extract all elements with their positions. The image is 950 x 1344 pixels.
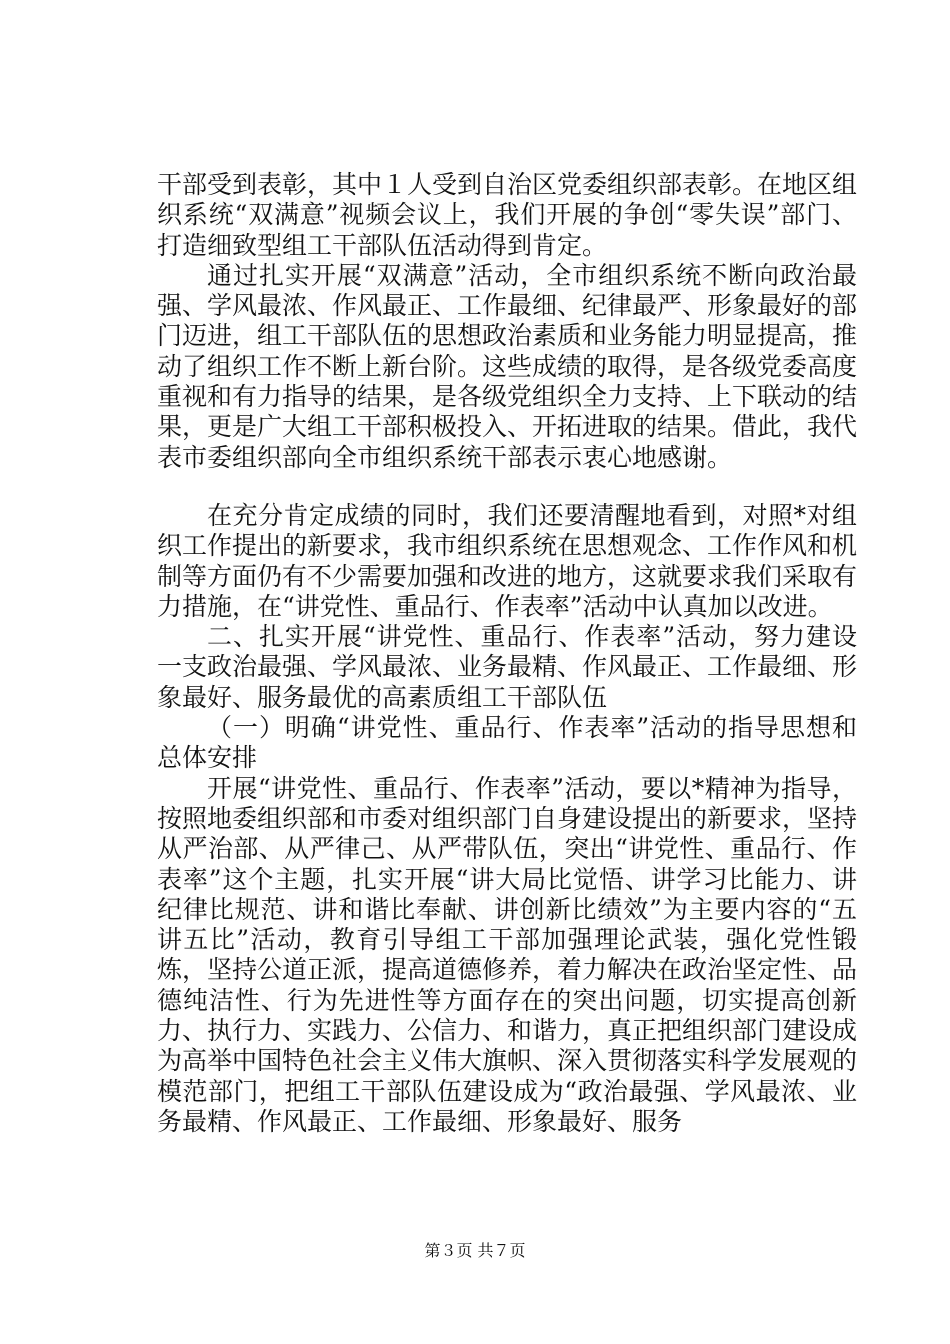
subsection-heading-one: （一）明确“讲党性、重品行、作表率”活动的指导思想和总体安排 — [157, 713, 857, 773]
document-body — [157, 170, 857, 1137]
section-heading-two: 二、扎实开展“讲党性、重品行、作表率”活动，努力建设一支政治最强、学风最浓、业务最精、作风最正、工作最细、形象最好、服务最优的高素质组工干部队伍 — [157, 622, 858, 712]
page-number-footer: 第３页 共７页 — [424, 1241, 526, 1260]
paragraph-continuation: 干部受到表彰，其中１人受到自治区党委组织部表彰。在地区组织系统“双满意”视频会议上，我们开展的争创“零失误”部门、打造细致型组工干部队伍活动得到肯定。 — [157, 170, 858, 260]
paragraph-shortcomings: 在充分肯定成绩的同时，我们还要清醒地看到，对照*对组织工作提出的新要求，我市组织系统在思想观念、工作作风和机制等方面仍有不少需要加强和改进的地方，这就要求我们采取有力措施，在“讲党性、重品行、作表率”活动中认真加以改进。 — [157, 500, 858, 621]
paragraph-guiding-ideology: 开展“讲党性、重品行、作表率”活动，要以*精神为指导，按照地委组织部和市委对组织部门自身建设提出的新要求，坚持从严治部、从严律己、从严带队伍，突出“讲党性、重品行、作表率”这个主题，扎实开展“讲大局比觉悟、讲学习比能力、讲纪律比规范、讲和谐比奉献、讲创新比绩效”为主要内容的“五讲五比”活动，教育引导组工干部加强理论武装，强化党性锻炼，坚持公道正派，提高道德修养，着力解决在政治坚定性、品德纯洁性、行为先进性等方面存在的突出问题，切实提高创新力、执行力、实践力、公信力、和谐力，真正把组织部门建设成为高举中国特色社会主义伟大旗帜、深入贯彻落实科学发展观的模范部门，把组工干部队伍建设成为“政治最强、学风最浓、业务最精、作风最正、工作最细、形象最好、服务 — [157, 773, 858, 1136]
paragraph-achievements: 通过扎实开展“双满意”活动，全市组织系统不断向政治最强、学风最浓、作风最正、工作最细、纪律最严、形象最好的部门迈进，组工干部队伍的思想政治素质和业务能力明显提高，推动了组织工作不断上新台阶。这些成绩的取得，是各级党委高度重视和有力指导的结果，是各级党组织全力支持、上下联动的结果，更是广大组工干部积极投入、开拓进取的结果。借此，我代表市委组织部向全市组织系统干部表示衷心地感谢。 — [157, 260, 858, 472]
